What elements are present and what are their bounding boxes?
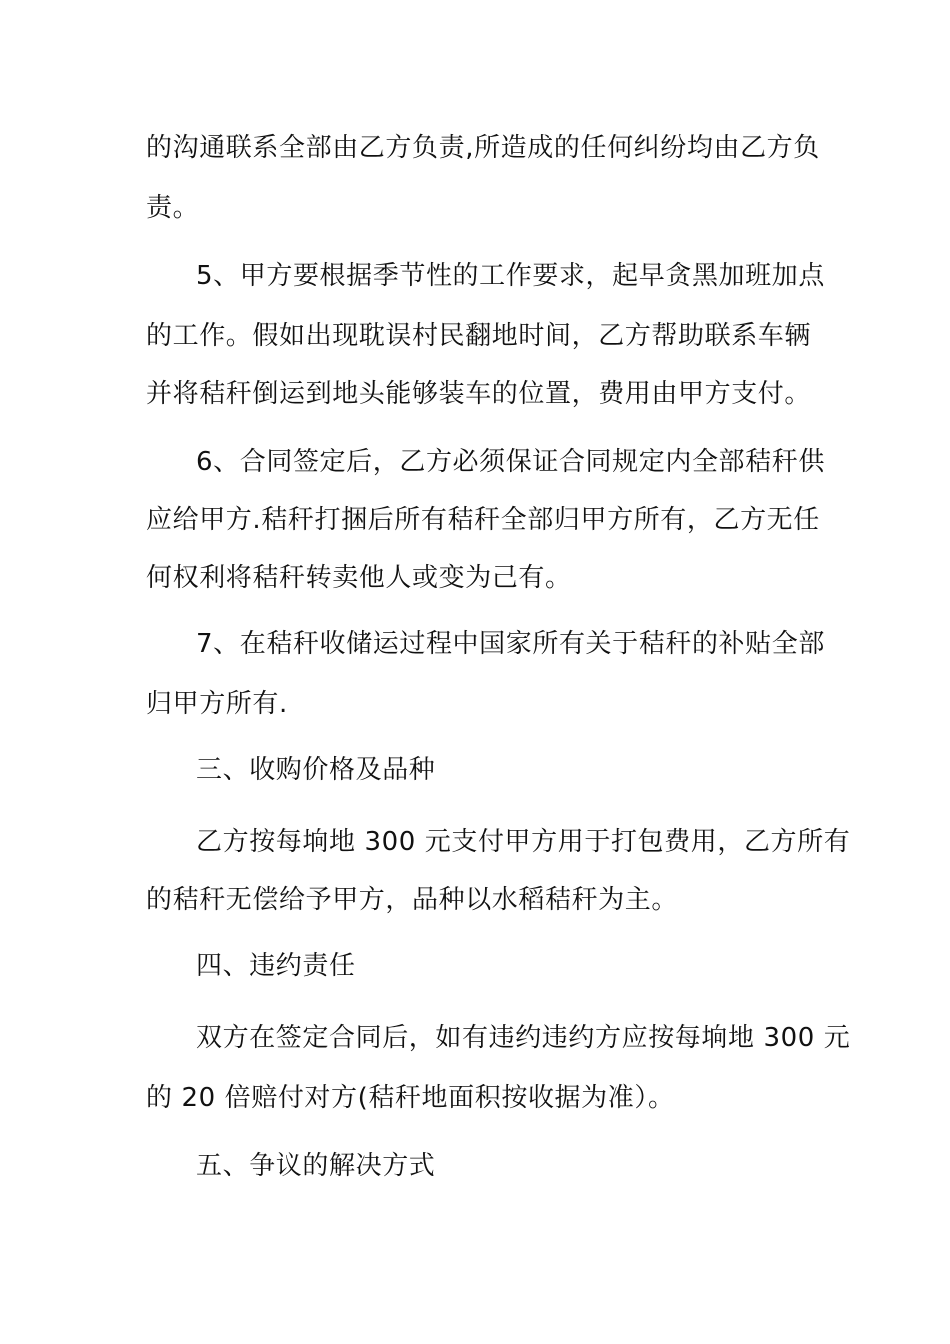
clause-5-text: 5、甲方要根据季节性的工作要求，起早贪黑加班加点 <box>196 261 825 291</box>
section-heading-dispute: 五、争议的解决方式 <box>196 1151 436 1181</box>
clause-6-text: 6、合同签定后，乙方必须保证合同规定内全部秸秆供 <box>196 447 825 477</box>
price-paragraph: 乙方按每垧地 300 元支付甲方用于打包费用，乙方所有 <box>196 827 851 857</box>
text-line: 责。 <box>146 193 200 223</box>
text-line: 应给甲方.秸秆打捆后所有秸秆全部归甲方所有，乙方无任 <box>146 505 820 535</box>
text-line: 何权利将秸秆转卖他人或变为己有。 <box>146 563 572 593</box>
text-line: 的 20 倍赔付对方(秸秆地面积按收据为准）。 <box>146 1083 675 1113</box>
breach-paragraph: 双方在签定合同后，如有违约违约方应按每垧地 300 元 <box>196 1023 851 1053</box>
text-line: 归甲方所有. <box>146 689 288 719</box>
text-line: 的秸秆无偿给予甲方，品种以水稻秸秆为主。 <box>146 885 679 915</box>
clause-7-text: 7、在秸秆收储运过程中国家所有关于秸秆的补贴全部 <box>196 629 825 659</box>
text-line: 的沟通联系全部由乙方负责,所造成的任何纠纷均由乙方负 <box>146 133 820 163</box>
text-line: 的工作。假如出现耽误村民翻地时间，乙方帮助联系车辆 <box>146 321 812 351</box>
text-line: 并将秸秆倒运到地头能够装车的位置，费用由甲方支付。 <box>146 379 812 409</box>
section-heading-breach: 四、违约责任 <box>196 951 356 981</box>
section-heading-price: 三、收购价格及品种 <box>196 755 436 785</box>
